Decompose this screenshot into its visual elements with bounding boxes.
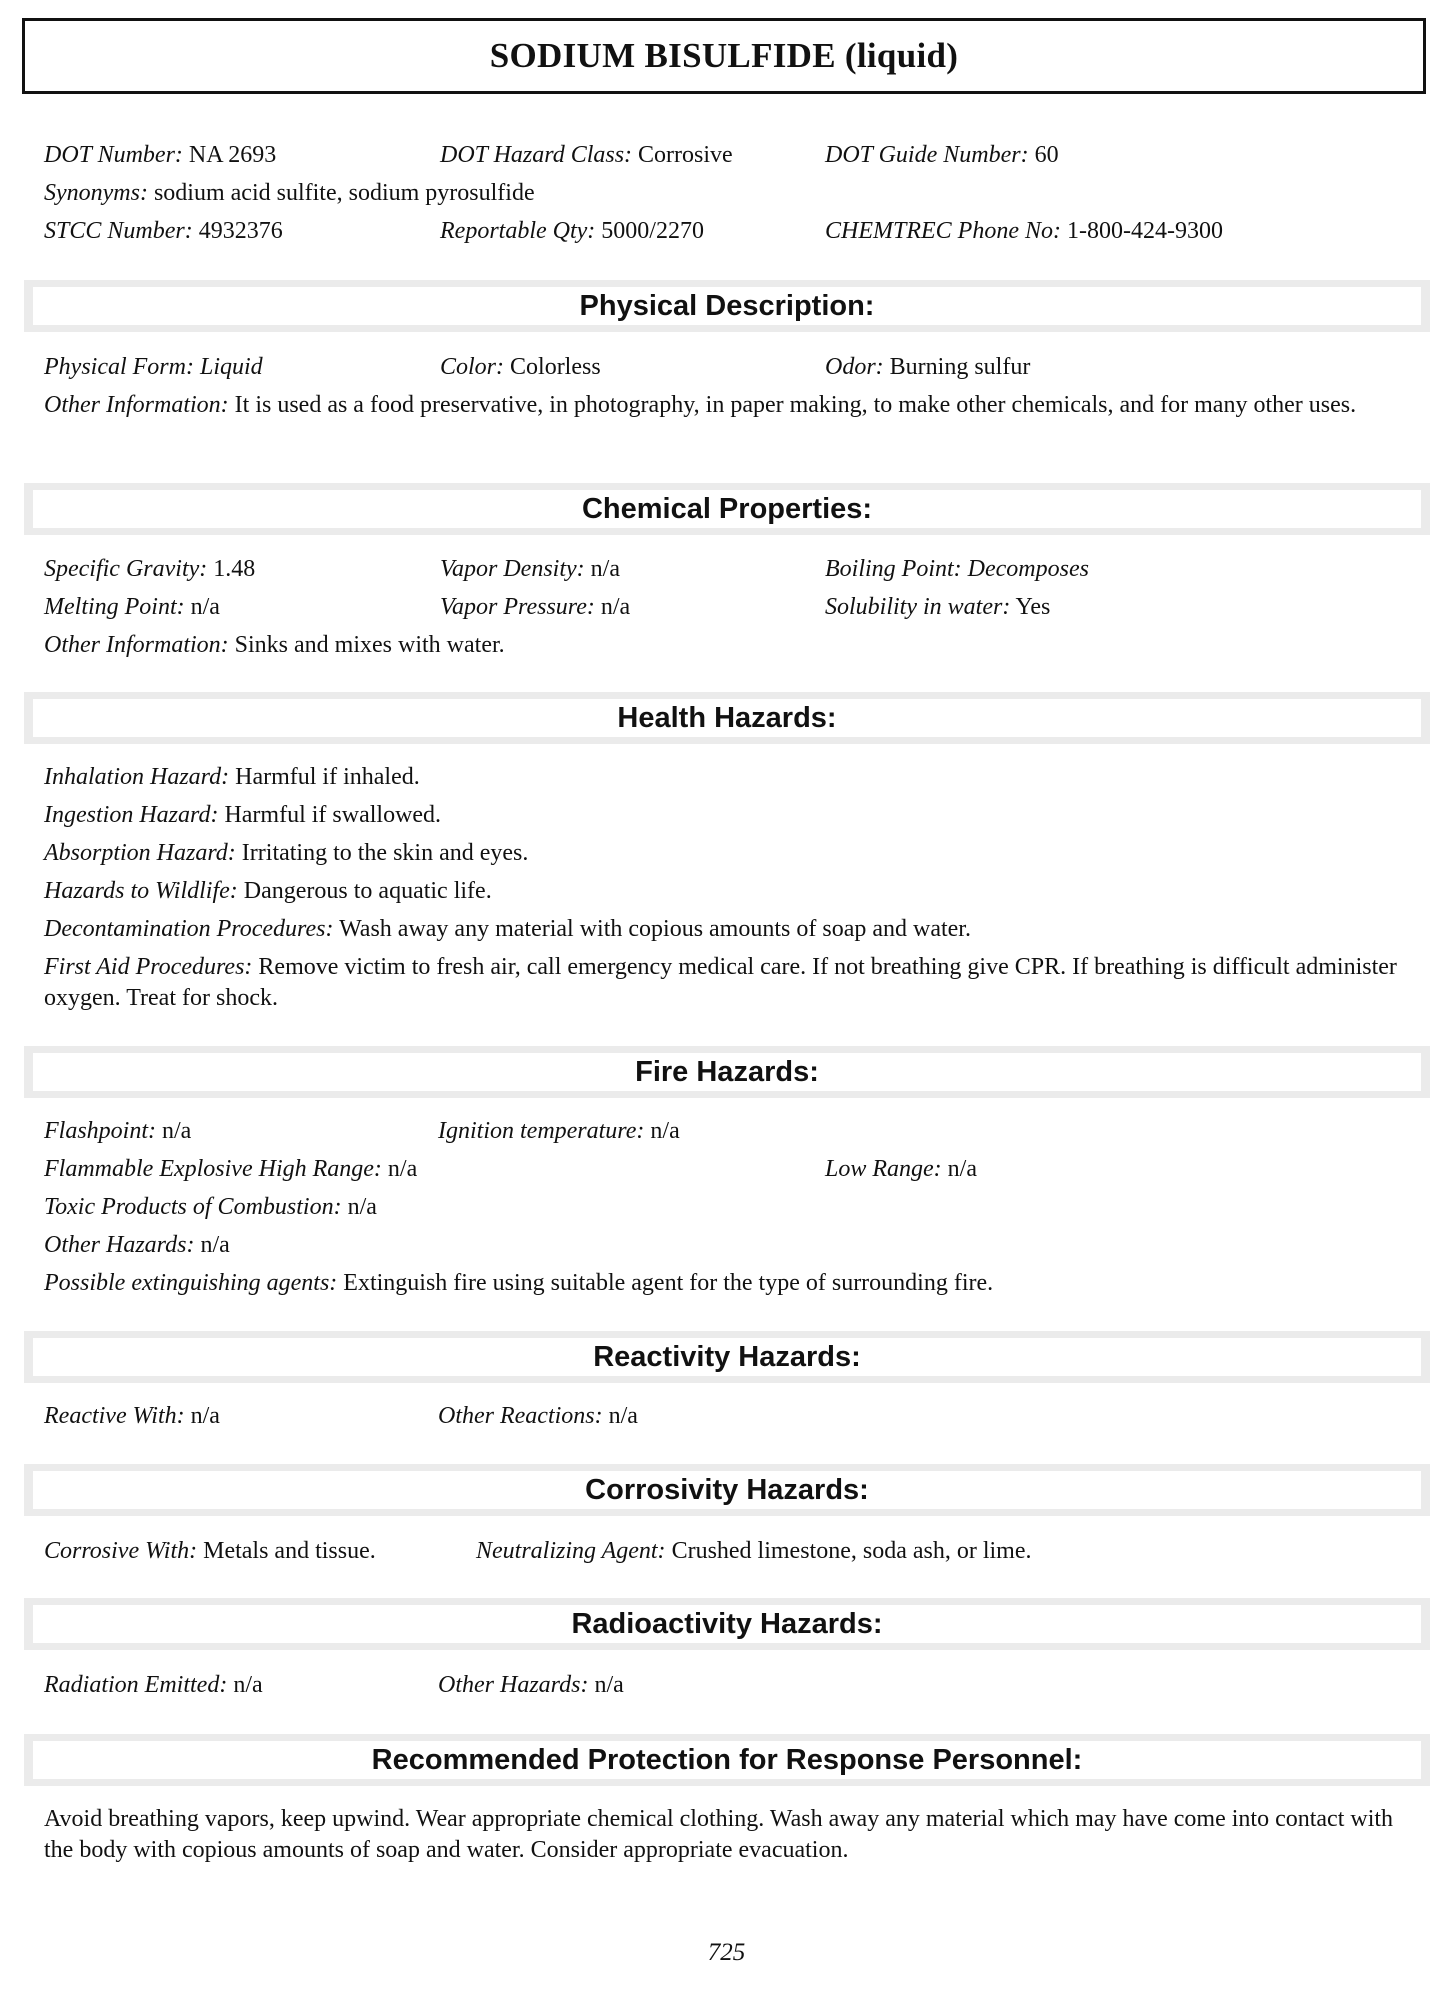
- chemical-properties-heading: Chemical Properties:: [33, 490, 1421, 528]
- reportable-qty-field: Reportable Qty: 5000/2270: [440, 218, 704, 244]
- odor-field: Odor: Burning sulfur: [825, 354, 1031, 380]
- radioactivity-hazards-header: [24, 1598, 1430, 1650]
- flammable-high-range-field: Flammable Explosive High Range: n/a: [44, 1156, 418, 1182]
- neutralizing-agent-field: Neutralizing Agent: Crushed limestone, soda ash, or lime.: [476, 1538, 1032, 1564]
- radioactivity-hazards-heading: Radioactivity Hazards:: [33, 1605, 1421, 1643]
- color-field: Color: Colorless: [440, 354, 601, 380]
- reactive-with-field: Reactive With: n/a: [44, 1403, 220, 1429]
- document-title: SODIUM BISULFIDE (liquid): [22, 18, 1426, 94]
- first-aid-field: First Aid Procedures: Remove victim to fresh air, call emergency medical care. If not breathing give CPR. If breathing is difficult administer oxygen. Treat for shock.: [44, 954, 1397, 1011]
- protection-text: Avoid breathing vapors, keep upwind. Wear appropriate chemical clothing. Wash away any material which may have come into contact with the body with copious amounts of soap and water. Consider appropriate evacuation.: [44, 1806, 1394, 1863]
- physical-description-heading: Physical Description:: [33, 287, 1421, 325]
- document-page: SODIUM BISULFIDE (liquid) DOT Number: NA 2693 DOT Hazard Class: Corrosive DOT Guide Number: 60 Synonyms: sodium acid sulfite, sodium pyrosulfide STCC Number: 4932376 Reportable Qty: 5000/2270 CHEMTREC Phone No: 1-800-424-9300 Physical Description: Physical Form: Liquid Color: Colorless Odor: Burning sulfur Other Information: It is used as a food preservative, in photography, in paper making, to make other chemicals, and for many other uses. Chemical Properties: Specific Gravity: 1.48 Vapor Density: n/a Boiling Point: Decomposes Melting Point: n/a Vapor Pressure: n/a Solubility in water: Yes Other Information: Sinks and mixes with water. Health Hazards: Inhalation Hazard: Harmful if inhaled. Ingestion Hazard: Harmful if swallowed. Absorption Hazard: Irritating to the skin and eyes. Hazards to Wildlife: Dangerous to aquatic life. Decontamination Procedures: Wash away any material with copious amounts of soap and water. First Aid Procedures: Remove victim to fresh air, call emergency medical care. If not breathing give CPR. If breathing is difficult administer oxygen. Treat for shock. Fire Hazards: Flashpoint: n/a Ignition temperature: n/a Flammable Explosive High Range: n/a Low Range: n/a Toxic Products of Combustion: n/a Other Hazards: n/a Possible extinguishing agents: Extinguish fire using suitable agent for the type of surrounding fire. Reactivity Hazards: Reactive With: n/a Other Reactions: n/a Corrosivity Hazards: Corrosive With: Metals and tissue. Neutralizing Agent: Crushed limestone, soda ash, or lime. Radioactivity Hazards: Radiation Emitted: n/a Other Hazards: n/a Recommended Protection for Response Personnel: Avoid breathing vapors, keep upwind. Wear appropriate chemical clothing. Wash away any material which may have come into contact with the body with copious amounts of soap and water. Consider appropriate evacuation. 725: [0, 0, 1453, 2004]
- health-hazards-heading: Health Hazards:: [33, 699, 1421, 737]
- reactivity-hazards-header: [24, 1331, 1430, 1383]
- stcc-number-field: STCC Number: 4932376: [44, 218, 283, 244]
- other-reactions-field: Other Reactions: n/a: [438, 1403, 638, 1429]
- vapor-density-field: Vapor Density: n/a: [440, 556, 620, 582]
- boiling-point-field: Boiling Point: Decomposes: [825, 556, 1089, 582]
- chemical-other-information: Other Information: Sinks and mixes with water.: [44, 632, 505, 658]
- low-range-field: Low Range: n/a: [825, 1156, 977, 1182]
- synonyms-field: Synonyms: sodium acid sulfite, sodium pyrosulfide: [44, 180, 535, 206]
- flashpoint-field: Flashpoint: n/a: [44, 1118, 192, 1144]
- melting-point-field: Melting Point: n/a: [44, 594, 220, 620]
- chemtrec-phone-field: CHEMTREC Phone No: 1-800-424-9300: [825, 218, 1223, 244]
- fire-hazards-heading: Fire Hazards:: [33, 1053, 1421, 1091]
- physical-form-field: Physical Form: Liquid: [44, 354, 263, 380]
- radiation-emitted-field: Radiation Emitted: n/a: [44, 1672, 263, 1698]
- vapor-pressure-field: Vapor Pressure: n/a: [440, 594, 631, 620]
- physical-other-information: Other Information: It is used as a food preservative, in photography, in paper making, to make other chemicals, and for many other uses.: [44, 392, 1357, 418]
- health-hazards-header: [24, 692, 1430, 744]
- corrosivity-hazards-header: [24, 1464, 1430, 1516]
- corrosivity-hazards-heading: Corrosivity Hazards:: [33, 1471, 1421, 1509]
- dot-hazard-class-field: DOT Hazard Class: Corrosive: [440, 142, 733, 168]
- specific-gravity-field: Specific Gravity: 1.48: [44, 556, 256, 582]
- protection-header: [24, 1734, 1430, 1786]
- corrosive-with-field: Corrosive With: Metals and tissue.: [44, 1538, 376, 1564]
- dot-guide-number-field: DOT Guide Number: 60: [825, 142, 1059, 168]
- fire-hazards-header: [24, 1046, 1430, 1098]
- chemical-properties-header: [24, 483, 1430, 535]
- page-number: 725: [707, 1939, 746, 1966]
- solubility-field: Solubility in water: Yes: [825, 594, 1051, 620]
- reactivity-hazards-heading: Reactivity Hazards:: [33, 1338, 1421, 1376]
- ignition-temperature-field: Ignition temperature: n/a: [438, 1118, 680, 1144]
- physical-description-header: [24, 280, 1430, 332]
- radio-other-hazards-field: Other Hazards: n/a: [438, 1672, 624, 1698]
- dot-number-field: DOT Number: NA 2693: [44, 142, 277, 168]
- protection-heading: Recommended Protection for Response Personnel:: [33, 1741, 1421, 1779]
